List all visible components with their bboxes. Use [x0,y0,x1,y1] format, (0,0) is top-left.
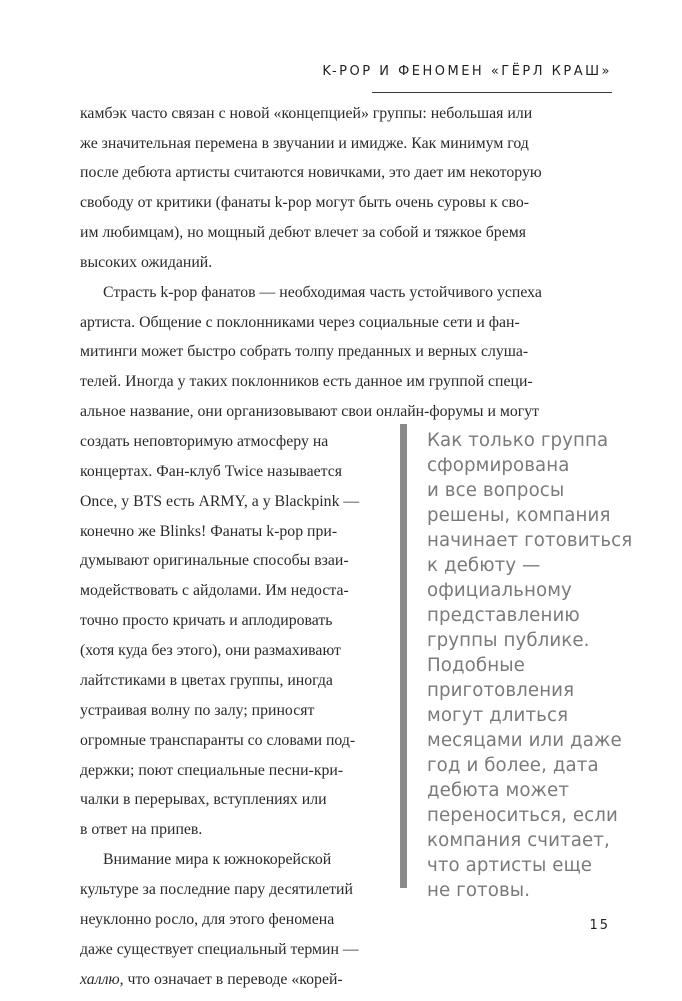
sidebar-line: месяцами или даже [427,730,622,751]
body-line: камбэк часто связан с новой «концепцией» группы: небольшая или [80,105,533,122]
body-line: конечно же Blinks! Фанаты k-pop при- [80,523,338,540]
body-line: лайтстиками в цветах группы, иногда [80,672,333,689]
sidebar-line: и все вопросы [427,480,565,501]
sidebar-line: год и более, дата [427,755,599,776]
sidebar-line: переноситься, если [427,805,618,826]
sidebar-line: сформирована [427,455,570,476]
running-header: K-POP И ФЕНОМЕН «ГЁРЛ КРАШ» [322,64,612,79]
sidebar-line: дебюта может [427,780,570,801]
body-line: создать неповторимую атмосферу на [80,433,329,450]
italic-term: халлю, [80,971,124,988]
body-line-rest: что означает в переводе «корей- [127,971,343,988]
body-line: Once, у BTS есть ARMY, а у Blackpink — [80,493,360,510]
body-line: им любимцам), но мощный дебют влечет за собой и тяжкое бремя [80,224,526,241]
sidebar-line: Подобные [427,655,525,676]
sidebar-line: приготовления [427,680,575,701]
sidebar-line: решены, компания [427,505,611,526]
body-line: даже существует специальный термин — [80,941,359,958]
sidebar-line: Как только группа [427,430,609,451]
body-line: устраивая волну по залу; приносят [80,702,315,719]
body-line: точно просто кричать и аплодировать [80,612,333,629]
sidebar-line: не готовы. [427,880,531,901]
body-line: Внимание мира к южнокорейской [103,851,332,868]
body-line: альное название, они организовывают свои онлайн-форумы и могут [80,403,540,420]
body-line: (хотя куда без этого), они размахивают [80,642,341,659]
header-divider [372,92,612,93]
sidebar-accent-bar [400,424,407,888]
body-line: держки; поют специальные песни-кри- [80,762,344,779]
sidebar-line: компания считает, [427,830,610,851]
body-line-last [80,969,343,991]
body-line: Страсть k-pop фанатов — необходимая часть устойчивого успеха [103,284,542,301]
body-line: же значительная перемена в звучании и имидже. Как минимум год [80,135,529,152]
sidebar-line: группы публике. [427,630,590,651]
sidebar-line: что артисты еще [427,855,593,876]
sidebar-line: официальному [427,580,572,601]
body-line: культуре за последние пару десятилетий [80,881,353,898]
body-line: чалки в перерывах, вступлениях или [80,791,327,808]
sidebar-line: представлению [427,605,580,626]
sidebar-line: к дебюту — [427,555,541,576]
body-line: митинги может быстро собрать толпу преданных и верных слуша- [80,343,529,360]
sidebar-line: начинает готовиться [427,530,633,551]
page-number: 15 [589,918,610,933]
body-line: концертах. Фан-клуб Twice называется [80,463,343,480]
body-line: после дебюта артисты считаются новичками, это дает им некоторую [80,164,542,181]
body-line: думывают оригинальные способы взаи- [80,552,349,569]
body-line: в ответ на припев. [80,821,203,838]
body-line: неуклонно росло, для этого феномена [80,911,335,928]
body-line: свободу от критики (фанаты k-pop могут быть очень суровы к сво- [80,194,530,211]
sidebar-line: могут длиться [427,705,569,726]
body-line: модействовать с айдолами. Им недоста- [80,582,349,599]
body-line: высоких ожиданий. [80,254,213,271]
body-line: огромные транспаранты со словами под- [80,732,356,749]
body-line: артиста. Общение с поклонниками через социальные сети и фан- [80,314,520,331]
body-line: телей. Иногда у таких поклонников есть данное им группой специ- [80,373,533,390]
